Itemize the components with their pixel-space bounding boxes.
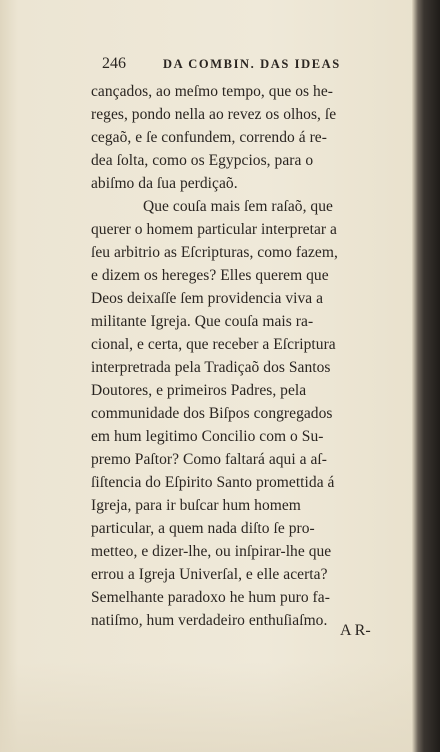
running-head: DA COMBIN. DAS IDEAS [163, 57, 341, 71]
text-line: e dizem os hereges? Elles querem que [91, 267, 329, 284]
text-line: cegaõ, e ſe confundem, correndo á re- [91, 129, 327, 146]
text-line: Que couſa mais ſem raſaõ, que [143, 198, 333, 215]
text-line: cançados, ao meſmo tempo, que os he- [91, 83, 333, 100]
text-line: Deos deixaſſe ſem providencia viva a [91, 290, 324, 307]
text-line: querer o homem particular interpretar a [91, 221, 337, 238]
text-line: communidade dos Biſpos congregados [91, 405, 333, 422]
text-line: ſiſtencia do Eſpirito Santo promettida á [91, 474, 335, 491]
text-line: abiſmo da ſua perdiçaõ. [91, 175, 238, 192]
catchword: A R- [340, 622, 371, 639]
text-line: militante Igreja. Que couſa mais ra- [91, 313, 314, 330]
text-line: Semelhante paradoxo he hum puro fa- [91, 589, 330, 606]
text-line: interpretrada pela Tradiçaõ dos Santos [91, 359, 331, 376]
text-line: cional, e certa, que receber a Eſcriptura [91, 336, 336, 353]
text-line: Doutores, e primeiros Padres, pela [91, 382, 307, 399]
text-line: ſeu arbitrio as Eſcripturas, como fazem, [91, 244, 338, 261]
text-line: natiſmo, hum verdadeiro enthuſiaſmo. [91, 612, 328, 629]
book-spine-edge [412, 0, 440, 752]
page-number: 246 [102, 55, 126, 72]
text-line: metteo, e dizer-lhe, ou inſpirar-lhe que [91, 543, 332, 560]
page-shadow [0, 662, 412, 752]
text-line: em hum legitimo Concilio com o Su- [91, 428, 324, 445]
text-line: errou a Igreja Univerſal, e elle acerta? [91, 566, 328, 583]
text-line: dea ſolta, como os Egypcios, para o [91, 152, 314, 169]
text-line: Igreja, para ir buſcar hum homem [91, 497, 301, 514]
text-line: reges, pondo nella ao revez os olhos, ſe [91, 106, 337, 123]
text-line: premo Paſtor? Como faltará aqui a aſ- [91, 451, 327, 468]
text-line: particular, a quem nada diſto ſe pro- [91, 520, 315, 537]
